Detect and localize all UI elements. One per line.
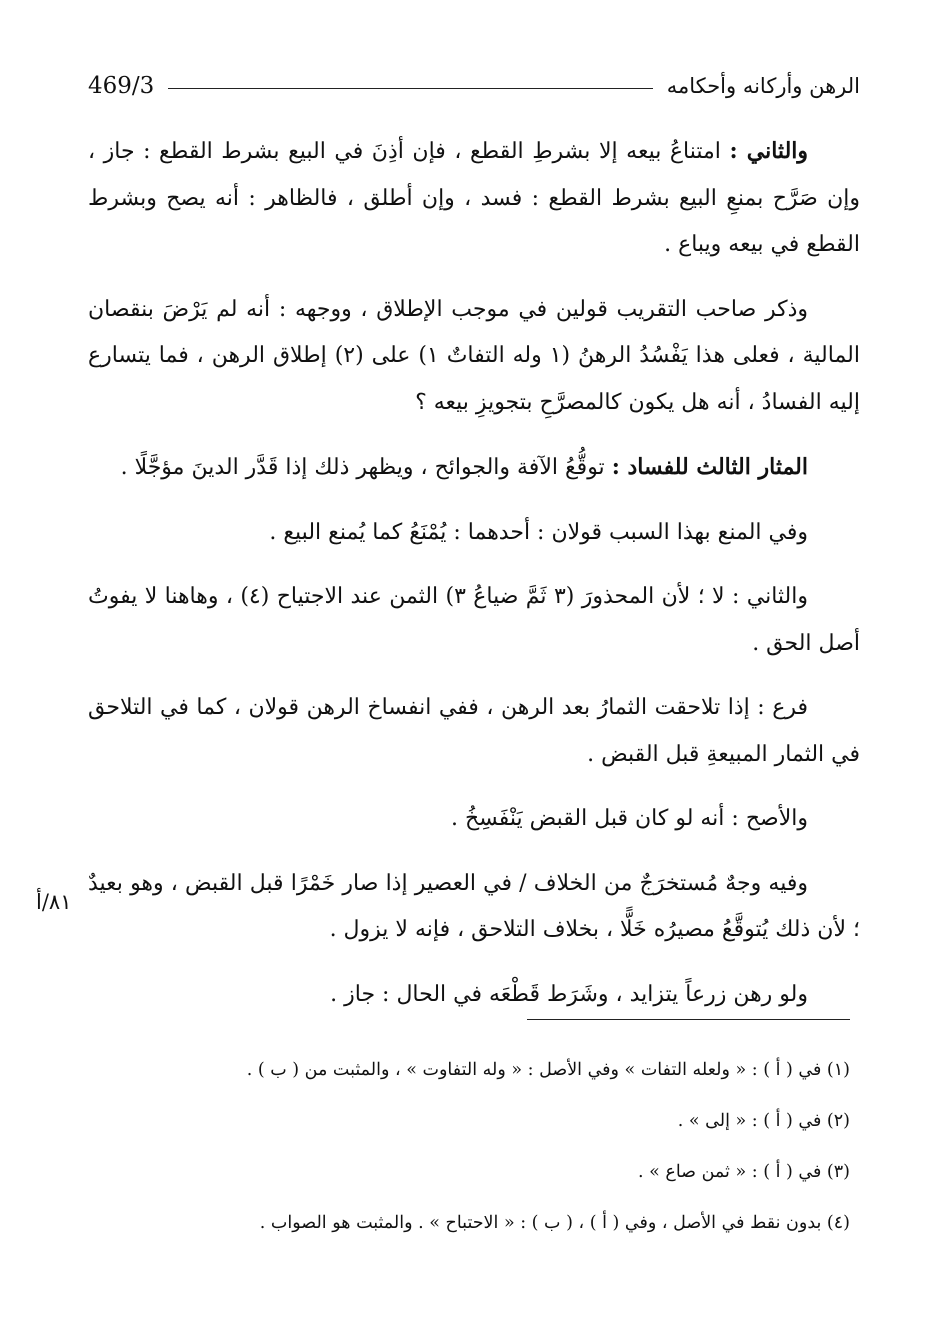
paragraph-text: وفيه وجهٌ مُستخرَجٌ من الخلاف / في العصير إذا صار خَمْرًا قبل القبض ، وهو بعيدٌ ؛ لأن ذلك يُتوقَّعُ مصيرُه خَلًّا ، بخلاف التلاحق ، فإنه لا يزول . bbox=[88, 870, 860, 942]
footnote: (١) في ( أ ) : « ولعله التفات » وفي الأصل : « وله التفاوت » ، والمثبت من ( ب ) . bbox=[246, 1060, 850, 1080]
paragraph-text: ولو رهن زرعاً يتزايد ، وشَرَط قَطْعَه في الحال : جاز . bbox=[330, 981, 808, 1007]
footnote-separator bbox=[527, 1019, 850, 1020]
running-header bbox=[88, 66, 860, 106]
paragraph-lead: والثاني : bbox=[729, 138, 809, 164]
paragraph-lead: المثار الثالث للفساد : bbox=[611, 454, 808, 480]
paragraph-text: امتناعُ بيعه إلا بشرطِ القطع ، فإن أذِنَ في البيع بشرط القطع : جاز ، وإن صَرَّح بمنعِ البيع بشرط القطع : فسد ، وإن أطلق ، فالظاهر : أنه يصح وبشرط القطع في بيعه ويباع . bbox=[88, 139, 860, 257]
paragraph bbox=[88, 128, 860, 269]
main-text bbox=[88, 128, 860, 1036]
paragraph-text: وذكر صاحب التقريب قولين في موجب الإطلاق ، ووجهه : أنه لم يَرْضَ بنقصان المالية ، فعلى هذا يَفْسُدُ الرهنُ (١ وله التفاتٌ ١) على (٢) إطلاق الرهن ، فما يتسارع إليه الفسادُ ، أنه هل يكون كالمصرَّحِ بتجويزِ بيعه ؟ bbox=[88, 296, 860, 415]
paragraph-text: فرع : إذا تلاحقت الثمارُ بعد الرهن ، ففي انفساخ الرهن قولان ، كما في التلاحق في الثمار المبيعةِ قبل القبض . bbox=[88, 695, 860, 767]
paragraph bbox=[88, 444, 860, 492]
paragraph-text: والأصح : أنه لو كان قبل القبض يَنْفَسِخُ . bbox=[450, 806, 808, 831]
paragraph-text: والثاني : لا ؛ لأن المحذورَ (٣ ثَمَّ ضياعُ ٣) الثمن عند الاجتياح (٤) ، وهاهنا لا يفوتُ أصل الحق . bbox=[88, 584, 860, 656]
footnote: (٣) في ( أ ) : « ثمن صاع » . bbox=[638, 1162, 850, 1182]
paragraph bbox=[88, 287, 860, 427]
paragraph-text: وفي المنع بهذا السبب قولان : أحدهما : يُمْنَعُ كما يُمنع البيع . bbox=[269, 519, 808, 545]
paragraph bbox=[88, 796, 860, 843]
paragraph-text: توقُّعُ الآفة والجوائح ، ويظهر ذلك إذا قَدَّر الدينَ مؤجَّلًا . bbox=[120, 455, 612, 480]
margin-folio-note: ٨١/أ bbox=[36, 890, 72, 914]
header-rule bbox=[168, 88, 652, 89]
header-title: الرهن وأركانه وأحكامه bbox=[666, 74, 860, 98]
paragraph bbox=[88, 510, 860, 557]
footnote: (٢) في ( أ ) : « إلى » . bbox=[677, 1111, 850, 1131]
footnote: (٤) بدون نقط في الأصل ، وفي ( أ ) ، ( ب ) : « الاحتباح » . والمثبت هو الصواب . bbox=[259, 1213, 850, 1233]
paragraph bbox=[88, 972, 860, 1019]
paragraph bbox=[88, 685, 860, 778]
paragraph bbox=[88, 574, 860, 667]
paragraph bbox=[88, 861, 860, 954]
footnotes bbox=[150, 1045, 850, 1249]
header-page-ref: 469/3 bbox=[88, 73, 155, 99]
